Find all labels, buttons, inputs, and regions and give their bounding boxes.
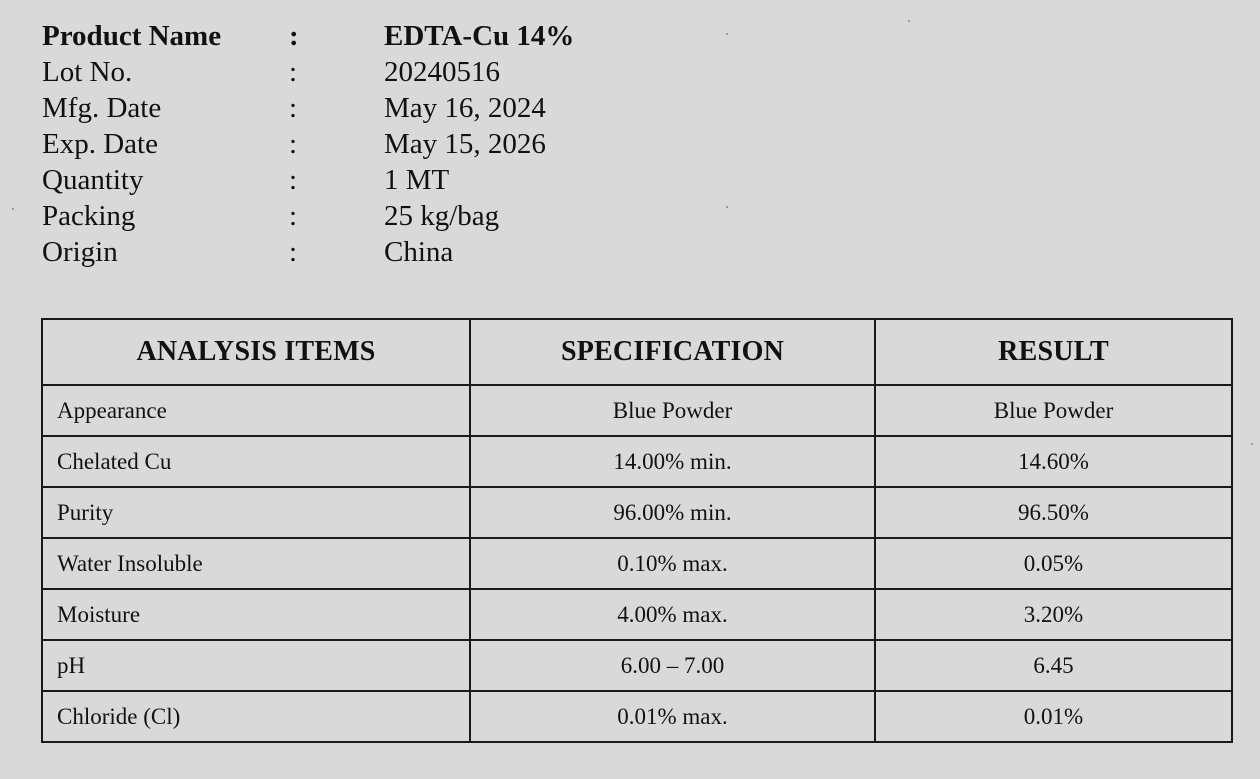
info-value: China	[384, 236, 454, 268]
info-value: 20240516	[384, 56, 500, 88]
result-cell: 96.50%	[875, 487, 1232, 538]
info-colon: :	[289, 200, 298, 232]
info-row-quantity	[42, 162, 742, 198]
table-row	[42, 385, 1232, 436]
scan-speck	[908, 20, 910, 22]
info-row-packing	[42, 198, 742, 234]
info-colon: :	[289, 236, 298, 268]
info-colon: :	[289, 128, 298, 160]
result-cell: 0.05%	[875, 538, 1232, 589]
analysis-item-cell: Moisture	[42, 589, 470, 640]
info-value: May 15, 2026	[384, 128, 546, 160]
table-header-row	[42, 319, 1232, 385]
specification-cell: 4.00% max.	[470, 589, 875, 640]
specification-cell: 0.10% max.	[470, 538, 875, 589]
table-row	[42, 487, 1232, 538]
scan-speck	[726, 33, 728, 35]
table-row	[42, 691, 1232, 742]
scan-speck	[726, 206, 728, 208]
result-cell: 6.45	[875, 640, 1232, 691]
info-label: Product Name	[42, 20, 222, 52]
info-colon: :	[289, 56, 298, 88]
info-colon: :	[289, 92, 298, 124]
info-value: 25 kg/bag	[384, 200, 500, 232]
header-result: RESULT	[875, 319, 1232, 385]
analysis-table-wrapper	[41, 318, 1231, 747]
info-label: Packing	[42, 200, 136, 232]
info-row-origin	[42, 234, 742, 270]
info-row-mfg-date	[42, 90, 742, 126]
header-specification: SPECIFICATION	[470, 319, 875, 385]
info-label: Quantity	[42, 164, 144, 196]
analysis-item-cell: Chloride (Cl)	[42, 691, 470, 742]
scan-speck	[12, 208, 14, 210]
analysis-item-cell: Water Insoluble	[42, 538, 470, 589]
table-row	[42, 589, 1232, 640]
analysis-item-cell: Purity	[42, 487, 470, 538]
info-value: 1 MT	[384, 164, 450, 196]
specification-cell: 14.00% min.	[470, 436, 875, 487]
header-analysis-items: ANALYSIS ITEMS	[42, 319, 470, 385]
info-label: Lot No.	[42, 56, 133, 88]
analysis-item-cell: pH	[42, 640, 470, 691]
specification-cell: Blue Powder	[470, 385, 875, 436]
table-row	[42, 436, 1232, 487]
result-cell: 14.60%	[875, 436, 1232, 487]
scan-speck	[1251, 443, 1253, 445]
info-label: Origin	[42, 236, 118, 268]
specification-cell: 96.00% min.	[470, 487, 875, 538]
info-row-exp-date	[42, 126, 742, 162]
analysis-item-cell: Appearance	[42, 385, 470, 436]
table-row	[42, 538, 1232, 589]
specification-cell: 6.00 – 7.00	[470, 640, 875, 691]
info-value: May 16, 2024	[384, 92, 546, 124]
product-info-block	[42, 18, 742, 270]
info-label: Mfg. Date	[42, 92, 162, 124]
info-colon: :	[289, 20, 299, 52]
result-cell: Blue Powder	[875, 385, 1232, 436]
info-label: Exp. Date	[42, 128, 158, 160]
analysis-item-cell: Chelated Cu	[42, 436, 470, 487]
info-colon: :	[289, 164, 298, 196]
info-value: EDTA-Cu 14%	[384, 20, 575, 52]
info-row-lot-no	[42, 54, 742, 90]
analysis-table	[41, 318, 1233, 743]
info-row-product-name	[42, 18, 742, 54]
result-cell: 0.01%	[875, 691, 1232, 742]
specification-cell: 0.01% max.	[470, 691, 875, 742]
table-row	[42, 640, 1232, 691]
result-cell: 3.20%	[875, 589, 1232, 640]
